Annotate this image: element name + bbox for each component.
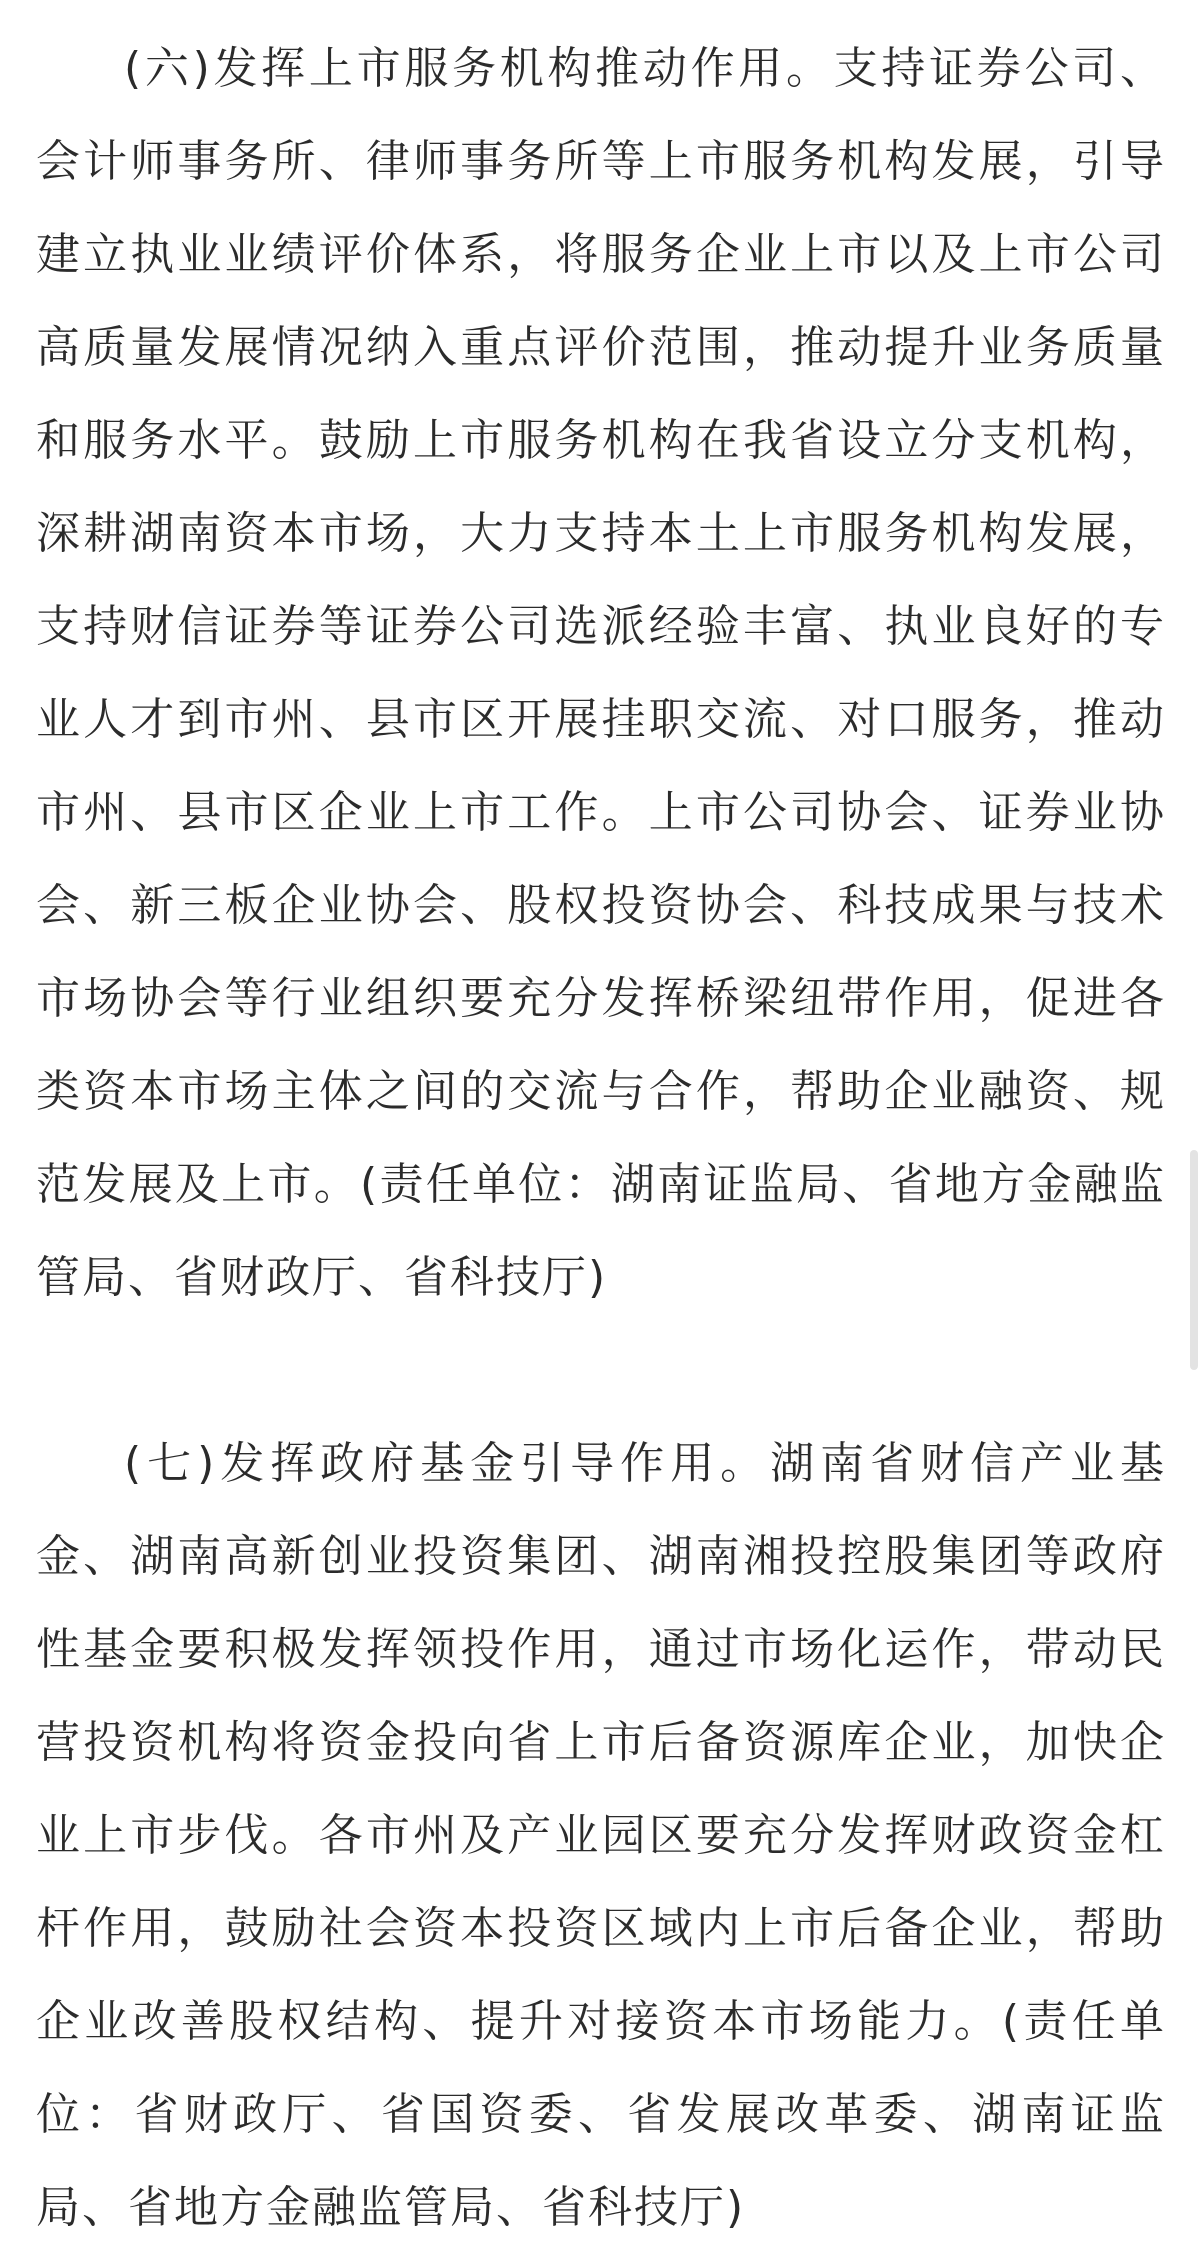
vertical-scrollbar[interactable] <box>1189 1150 1199 1370</box>
document-body <box>36 22 1166 2254</box>
paragraph-listing-services: (六)发挥上市服务机构推动作用。支持证券公司、会计师事务所、律师事务所等上市服务机构发展，引导建立执业业绩评价体系，将服务企业上市以及上市公司高质量发展情况纳入重点评价范围，推动提升业务质量和服务水平。鼓励上市服务机构在我省设立分支机构，深耕湖南资本市场，大力支持本土上市服务机构发展，支持财信证券等证券公司选派经验丰富、执业良好的专业人才到市州、县市区开展挂职交流、对口服务，推动市州、县市区企业上市工作。上市公司协会、证券业协会、新三板企业协会、股权投资协会、科技成果与技术市场协会等行业组织要充分发挥桥梁纽带作用，促进各类资本市场主体之间的交流与合作，帮助企业融资、规范发展及上市。(责任单位：湖南证监局、省地方金融监管局、省财政厅、省科技厅) <box>36 43 1166 1303</box>
paragraph-government-funds: (七)发挥政府基金引导作用。湖南省财信产业基金、湖南高新创业投资集团、湖南湘投控股集团等政府性基金要积极发挥领投作用，通过市场化运作，带动民营投资机构将资金投向省上市后备资源库企业，加快企业上市步伐。各市州及产业园区要充分发挥财政资金杠杆作用，鼓励社会资本投资区域内上市后备企业，帮助企业改善股权结构、提升对接资本市场能力。(责任单位：省财政厅、省国资委、省发展改革委、湖南证监局、省地方金融监管局、省科技厅) <box>36 1438 1166 2233</box>
scrollbar-thumb[interactable] <box>1190 1150 1198 1370</box>
